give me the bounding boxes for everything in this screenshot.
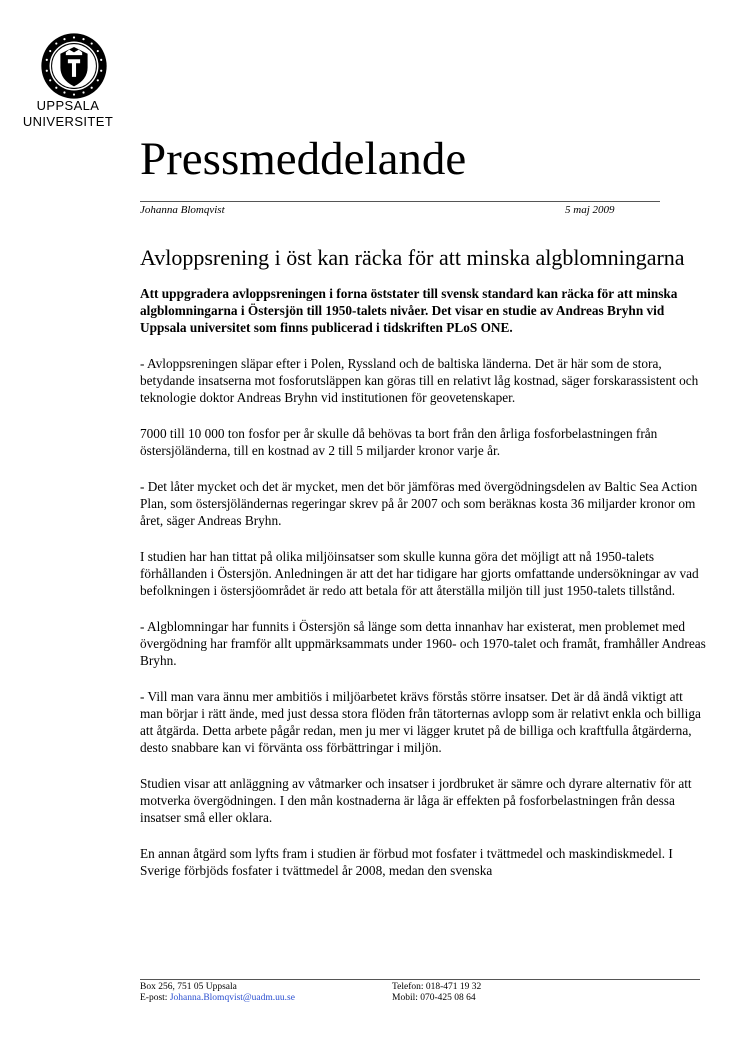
header-divider — [140, 201, 660, 202]
university-name-line2: UNIVERSITET — [22, 114, 114, 129]
paragraph: Studien visar att anläggning av våtmarker och insatser i jordbruket är sämre och dyrare alternativ för att motverka övergödningen. I den mån kostnaderna är låga är effekten på fosforbelastningen från dessa insatser små eller oklara. — [140, 776, 692, 825]
university-name-line1: UPPSALA — [36, 98, 100, 113]
footer-divider — [140, 979, 700, 980]
email-link[interactable]: Johanna.Blomqvist@uadm.uu.se — [169, 993, 295, 1003]
paragraph: - Avloppsreningen släpar efter i Polen, Ryssland och de baltiska länderna. Det är här som de stora, betydande insatserna mot fosforutsläppen kan göras till en relativt låg kostnad, säger forskarassistent och teknologie doktor Andreas Bryhn vid institutionen för geovetenskaper. — [140, 356, 699, 405]
paragraph: I studien har han tittat på olika miljöinsatser som skulle kunna göra det möjligt att nå 1950-talets förhållanden i Östersjön. Anledningen är att det har tidigare har gjorts omfattande undersökningar av vad befolkningen i östersjöområdet är redo att betala för att återställa miljön till just 1950-talets tillstånd. — [140, 549, 699, 598]
article-lead: Att uppgradera avloppsreningen i forna öststater till svensk standard kan räcka för att minska algblomningarna i Östersjön till 1950-talets nivåer. Det visar en studie av Andreas Bryhn vid Uppsala universitet som finns publicerad i tidskriften PLoS ONE. — [140, 286, 678, 335]
footer-contact-right — [392, 982, 481, 1004]
publication-date: 5 maj 2009 — [565, 204, 615, 216]
paragraph: - Det låter mycket och det är mycket, men det bör jämföras med övergödningsdelen av Baltic Sea Action Plan, som östersjöländernas regeringar skrev på år 2007 och som beräknas kosta 36 miljarder kronor om året, säger Andreas Bryhn. — [140, 479, 698, 528]
paragraph: - Vill man vara ännu mer ambitiös i miljöarbetet krävs förstås större insatser. Det är då ändå viktigt att man börjar i rätt ände, med just dessa stora flöden från tätorternas avlopp som är relativt enkla och billiga att åtgärda. Detta arbete pågår redan, men ju mer vi lägger krutet på de billiga och kraftfulla åtgärderna, desto snabbare kan vi förvänta oss förbättringar i miljön. — [140, 689, 701, 755]
phone-number: Telefon: 018-471 19 32 — [392, 982, 482, 992]
email-label: E-post: — [140, 993, 170, 1003]
university-name — [4, 98, 132, 130]
article-body — [140, 285, 708, 898]
mobile-number: Mobil: 070-425 08 64 — [392, 993, 476, 1003]
article-headline: Avloppsrening i öst kan räcka för att minska algblomningarna — [140, 245, 685, 270]
paragraph: - Algblomningar har funnits i Östersjön så länge som detta innanhav har existerat, men problemet med övergödning har framför allt uppmärksammats under 1960- och 1970-talet och framåt, framhåller Andreas Bryhn. — [140, 619, 706, 668]
document-title: Pressmeddelande — [140, 133, 467, 185]
postal-address: Box 256, 751 05 Uppsala — [140, 982, 237, 992]
author-name: Johanna Blomqvist — [140, 204, 225, 216]
email-line — [140, 993, 295, 1004]
paragraph: 7000 till 10 000 ton fosfor per år skulle då behövas ta bort från den årliga fosforbelastningen från östersjöländerna, till en kostnad av 2 till 5 miljarder kronor varje år. — [140, 426, 658, 458]
footer-contact-left — [140, 982, 295, 1004]
university-seal-icon — [40, 32, 108, 100]
paragraph: En annan åtgärd som lyfts fram i studien är förbud mot fosfater i tvättmedel och maskindiskmedel. I Sverige förbjöds fosfater i tvättmedel år 2008, medan den svenska — [140, 846, 673, 878]
